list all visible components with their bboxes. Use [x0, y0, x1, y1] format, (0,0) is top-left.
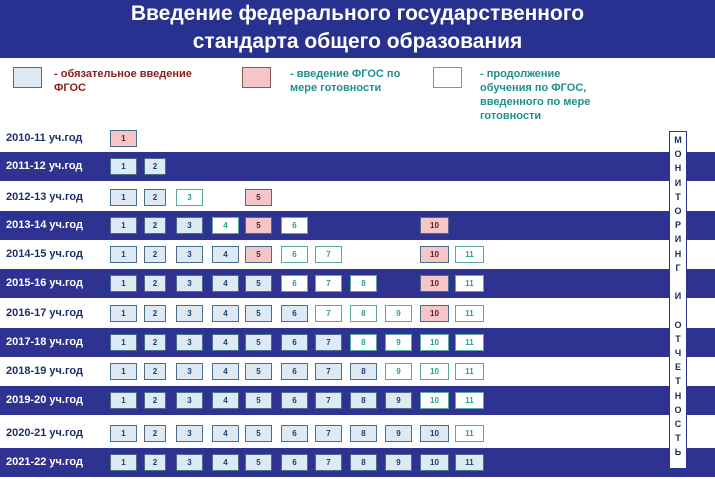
year-row	[0, 211, 715, 240]
grade-cell-10: 10	[420, 275, 449, 292]
year-label: 2019-20 уч.год	[6, 394, 83, 406]
grade-cell-10: 10	[420, 305, 449, 322]
legend-swatch-continuation	[433, 67, 462, 88]
grade-cell-4: 4	[212, 246, 239, 263]
grade-cell-9: 9	[385, 363, 412, 380]
grade-cell-4: 4	[212, 392, 239, 409]
grade-cell-10: 10	[420, 334, 449, 351]
grade-cell-8: 8	[350, 454, 377, 471]
monitoring-letter: И	[674, 234, 682, 245]
grade-cell-1: 1	[110, 130, 137, 147]
year-label: 2021-22 уч.год	[6, 456, 83, 468]
grade-cell-11: 11	[455, 425, 484, 442]
monitoring-letter: И	[674, 291, 682, 302]
monitoring-letter: И	[674, 177, 682, 188]
monitoring-letter: Ч	[674, 348, 682, 358]
grade-cell-7: 7	[315, 425, 342, 442]
grade-cell-8: 8	[350, 275, 377, 292]
legend-line: мере готовности	[290, 82, 382, 94]
grade-cell-4: 4	[212, 425, 239, 442]
grade-cell-2: 2	[144, 305, 166, 322]
monitoring-letter: О	[674, 404, 682, 415]
grade-cell-7: 7	[315, 334, 342, 351]
year-row	[0, 269, 715, 298]
grade-cell-7: 7	[315, 305, 342, 322]
legend-line: ФГОС	[54, 82, 86, 94]
grade-cell-4: 4	[212, 275, 239, 292]
grade-cell-2: 2	[144, 425, 166, 442]
grade-cell-7: 7	[315, 246, 342, 263]
grade-cell-1: 1	[110, 305, 137, 322]
grade-cell-1: 1	[110, 334, 137, 351]
grade-cell-10: 10	[420, 454, 449, 471]
grade-cell-9: 9	[385, 425, 412, 442]
monitoring-letter: Т	[675, 433, 681, 444]
grade-cell-4: 4	[212, 454, 239, 471]
monitoring-column	[669, 131, 687, 469]
year-label: 2015-16 уч.год	[6, 277, 83, 289]
grade-cell-7: 7	[315, 454, 342, 471]
grade-cell-7: 7	[315, 275, 342, 292]
grade-cell-3: 3	[176, 275, 203, 292]
grade-cell-2: 2	[144, 392, 166, 409]
grade-cell-3: 3	[176, 425, 203, 442]
monitoring-letter: О	[674, 206, 682, 216]
grade-cell-2: 2	[144, 363, 166, 380]
year-row	[0, 419, 715, 448]
grade-cell-2: 2	[144, 334, 166, 351]
grade-cell-1: 1	[110, 454, 137, 471]
grade-cell-8: 8	[350, 363, 377, 380]
year-row	[0, 124, 715, 153]
year-label: 2017-18 уч.год	[6, 336, 83, 348]
page-title	[0, 0, 715, 58]
grade-cell-3: 3	[176, 189, 203, 206]
legend-label-readiness	[290, 67, 400, 95]
year-row	[0, 448, 715, 477]
grade-cell-1: 1	[110, 392, 137, 409]
year-row	[0, 386, 715, 415]
grade-cell-5: 5	[245, 425, 272, 442]
year-label: 2014-15 уч.год	[6, 248, 83, 260]
grade-cell-5: 5	[245, 454, 272, 471]
grade-cell-8: 8	[350, 334, 377, 351]
year-row	[0, 240, 715, 269]
year-label: 2012-13 уч.год	[6, 191, 83, 203]
grade-cell-3: 3	[176, 334, 203, 351]
grade-cell-8: 8	[350, 305, 377, 322]
grade-cell-10: 10	[420, 392, 449, 409]
monitoring-letter: Н	[674, 163, 682, 174]
grade-cell-7: 7	[315, 392, 342, 409]
year-label: 2010-11 уч.год	[6, 132, 83, 144]
grade-cell-3: 3	[176, 392, 203, 409]
grade-cell-10: 10	[420, 217, 449, 234]
year-row	[0, 328, 715, 357]
grade-cell-4: 4	[212, 363, 239, 380]
legend-label-continuation	[480, 67, 590, 123]
monitoring-letter: С	[674, 419, 682, 429]
year-row	[0, 357, 715, 386]
grade-cell-5: 5	[245, 363, 272, 380]
grade-cell-8: 8	[350, 425, 377, 442]
grade-cell-1: 1	[110, 425, 137, 442]
grade-cell-9: 9	[385, 334, 412, 351]
grade-cell-3: 3	[176, 454, 203, 471]
legend-line: - обязательное введение	[54, 68, 192, 80]
year-label: 2018-19 уч.год	[6, 365, 83, 377]
grade-cell-10: 10	[420, 363, 449, 380]
grade-cell-9: 9	[385, 454, 412, 471]
grade-cell-3: 3	[176, 217, 203, 234]
year-row	[0, 152, 715, 181]
legend-swatch-mandatory	[13, 67, 42, 88]
grade-cell-8: 8	[350, 392, 377, 409]
monitoring-letter: Н	[674, 390, 682, 401]
grade-cell-10: 10	[420, 246, 449, 263]
monitoring-letter: Т	[675, 333, 681, 344]
year-label: 2011-12 уч.год	[6, 160, 83, 172]
grade-cell-5: 5	[245, 189, 272, 206]
year-label: 2020-21 уч.год	[6, 427, 83, 439]
year-row	[0, 299, 715, 328]
grade-cell-2: 2	[144, 189, 166, 206]
grade-cell-6: 6	[281, 217, 308, 234]
grade-cell-6: 6	[281, 275, 308, 292]
title-line-1: Введение федерального государственного	[130, 2, 585, 25]
grade-cell-6: 6	[281, 392, 308, 409]
legend-line: введенного по мере	[480, 96, 591, 108]
title-line-2: стандарта общего образования	[192, 30, 523, 53]
grade-cell-5: 5	[245, 275, 272, 292]
grade-cell-1: 1	[110, 217, 137, 234]
grade-cell-1: 1	[110, 189, 137, 206]
grade-cell-5: 5	[245, 305, 272, 322]
year-row	[0, 183, 715, 212]
grade-cell-2: 2	[144, 454, 166, 471]
year-label: 2016-17 уч.год	[6, 307, 83, 319]
legend-swatch-readiness	[242, 67, 271, 88]
year-label: 2013-14 уч.год	[6, 219, 83, 231]
grade-cell-6: 6	[281, 425, 308, 442]
grade-cell-4: 4	[212, 217, 239, 234]
grade-cell-3: 3	[176, 363, 203, 380]
grade-cell-11: 11	[455, 392, 484, 409]
grade-cell-5: 5	[245, 217, 272, 234]
monitoring-letter: М	[674, 135, 682, 145]
grade-cell-1: 1	[110, 158, 137, 175]
grade-cell-1: 1	[110, 246, 137, 263]
grade-cell-6: 6	[281, 334, 308, 351]
grade-cell-5: 5	[245, 246, 272, 263]
grade-cell-6: 6	[281, 454, 308, 471]
monitoring-letter: Р	[674, 220, 681, 231]
grade-cell-4: 4	[212, 334, 239, 351]
monitoring-letter: Т	[675, 376, 681, 387]
grade-cell-1: 1	[110, 275, 137, 292]
grade-cell-11: 11	[455, 334, 484, 351]
grade-cell-11: 11	[455, 246, 484, 263]
monitoring-letter: Т	[675, 191, 681, 202]
grade-cell-5: 5	[245, 334, 272, 351]
monitoring-letter: Ь	[674, 447, 682, 458]
grade-cell-6: 6	[281, 305, 308, 322]
legend-line: - введение ФГОС по	[290, 68, 401, 80]
grade-cell-11: 11	[455, 454, 484, 471]
monitoring-letter: Г	[675, 262, 681, 273]
grade-cell-6: 6	[281, 246, 308, 263]
grade-cell-6: 6	[281, 363, 308, 380]
monitoring-letter: О	[674, 319, 682, 330]
monitoring-letter: Е	[674, 362, 681, 373]
grade-cell-2: 2	[144, 158, 166, 175]
legend-line: обучения по ФГОС,	[480, 82, 587, 94]
grade-cell-5: 5	[245, 392, 272, 409]
legend-line: готовности	[480, 110, 542, 122]
monitoring-letter: Н	[674, 248, 682, 259]
legend-label-mandatory	[54, 67, 192, 95]
grade-cell-9: 9	[385, 392, 412, 409]
grade-cell-7: 7	[315, 363, 342, 380]
grade-cell-2: 2	[144, 217, 166, 234]
grade-cell-9: 9	[385, 305, 412, 322]
grade-cell-2: 2	[144, 275, 166, 292]
grade-cell-4: 4	[212, 305, 239, 322]
grade-cell-3: 3	[176, 246, 203, 263]
grade-cell-3: 3	[176, 305, 203, 322]
monitoring-letter: О	[674, 149, 682, 160]
grade-cell-1: 1	[110, 363, 137, 380]
grade-cell-11: 11	[455, 305, 484, 322]
grade-cell-11: 11	[455, 363, 484, 380]
legend-line: - продолжение	[480, 68, 561, 80]
grade-cell-10: 10	[420, 425, 449, 442]
grade-cell-11: 11	[455, 275, 484, 292]
grade-cell-2: 2	[144, 246, 166, 263]
